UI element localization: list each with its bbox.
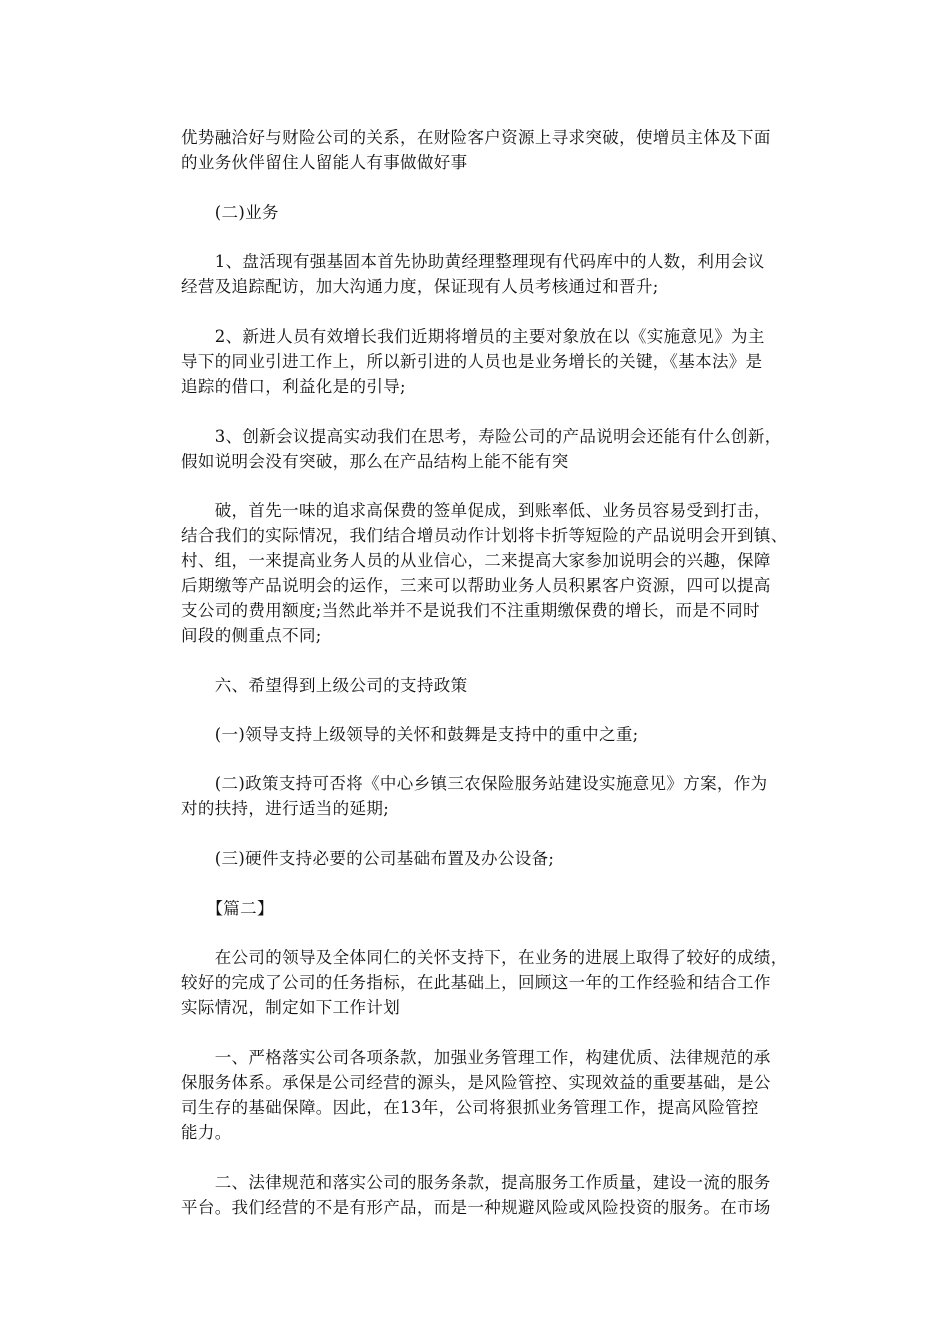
text-line: 假如说明会没有突破，那么在产品结构上能不能有突 (181, 452, 569, 471)
text-line: (二)业务 (181, 203, 279, 222)
text-line: 优势融洽好与财险公司的关系，在财险客户资源上寻求突破，使增员主体及下面 (181, 128, 771, 147)
paragraph-item-1 (181, 249, 781, 299)
text-line: 实际情况，制定如下工作计划 (181, 998, 401, 1017)
text-line: 保服务体系。承保是公司经营的源头，是风险管控、实现效益的重要基础，是公 (181, 1073, 771, 1092)
paragraph-item-2 (181, 324, 781, 399)
paragraph-point-1 (181, 1045, 781, 1145)
text-line: 结合我们的实际情况，我们结合增员动作计划将卡折等短险的产品说明会开到镇、 (181, 526, 788, 545)
text-line: 后期缴等产品说明会的运作，三来可以帮助业务人员积累客户资源，四可以提高 (181, 576, 771, 595)
text-line: 1、盘活现有强基固本首先协助黄经理整理现有代码库中的人数，利用会议 (181, 252, 765, 271)
paragraph-continuation (181, 498, 788, 648)
paragraph-item-3 (181, 424, 781, 474)
text-line: (三)硬件支持必要的公司基础布置及办公设备; (181, 849, 555, 868)
text-line: 在公司的领导及全体同仁的关怀支持下，在业务的进展上取得了较好的成绩， (181, 948, 788, 967)
text-line: (一)领导支持上级领导的关怀和鼓舞是支持中的重中之重; (181, 725, 639, 744)
text-line: 的业务伙伴留住人留能人有事做做好事 (181, 153, 468, 172)
text-line: 二、法律规范和落实公司的服务条款，提高服务工作质量，建设一流的服务 (181, 1173, 771, 1192)
text-line: 经营及追踪配访，加大沟通力度，保证现有人员考核通过和晋升; (181, 277, 659, 296)
paragraph-1 (181, 125, 781, 175)
paragraph-intro (181, 945, 788, 1020)
text-line: 司生存的基础保障。因此，在13年，公司将狠抓业务管理工作，提高风险管控 (181, 1098, 759, 1117)
text-line: 平台。我们经营的不是有形产品，而是一种规避风险或风险投资的服务。在市场 (181, 1198, 771, 1217)
paragraph-support-2 (181, 771, 781, 821)
text-line: 破，首先一味的追求高保费的签单促成，到账率低、业务员容易受到打击， (181, 501, 771, 520)
section-heading-part-two (181, 896, 781, 921)
section-heading-support (181, 673, 781, 698)
section-heading-business (181, 200, 781, 225)
text-line: 2、新进人员有效增长我们近期将增员的主要对象放在以《实施意见》为主 (181, 327, 765, 346)
text-line: 【篇二】 (181, 899, 274, 918)
text-line: 六、希望得到上级公司的支持政策 (181, 676, 468, 695)
paragraph-support-3 (181, 846, 781, 871)
text-line: 能力。 (181, 1123, 232, 1142)
text-line: 一、严格落实公司各项条款，加强业务管理工作，构建优质、法律规范的承 (181, 1048, 771, 1067)
text-line: (二)政策支持可否将《中心乡镇三农保险服务站建设实施意见》方案，作为 (181, 774, 768, 793)
text-line: 较好的完成了公司的任务指标，在此基础上，回顾这一年的工作经验和结合工作 (181, 973, 771, 992)
text-line: 间段的侧重点不同; (181, 626, 322, 645)
paragraph-support-1 (181, 722, 781, 747)
text-line: 对的扶持，进行适当的延期; (181, 799, 390, 818)
text-line: 导下的同业引进工作上，所以新引进的人员也是业务增长的关键，《基本法》是 (181, 352, 763, 371)
text-line: 村、组，一来提高业务人员的从业信心，二来提高大家参加说明会的兴趣，保障 (181, 551, 771, 570)
paragraph-point-2 (181, 1170, 781, 1220)
text-line: 追踪的借口，利益化是的引导; (181, 377, 406, 396)
text-line: 支公司的费用额度;当然此举并不是说我们不注重期缴保费的增长，而是不同时 (181, 601, 760, 620)
text-line: 3、创新会议提高实动我们在思考，寿险公司的产品说明会还能有什么创新， (181, 427, 782, 446)
